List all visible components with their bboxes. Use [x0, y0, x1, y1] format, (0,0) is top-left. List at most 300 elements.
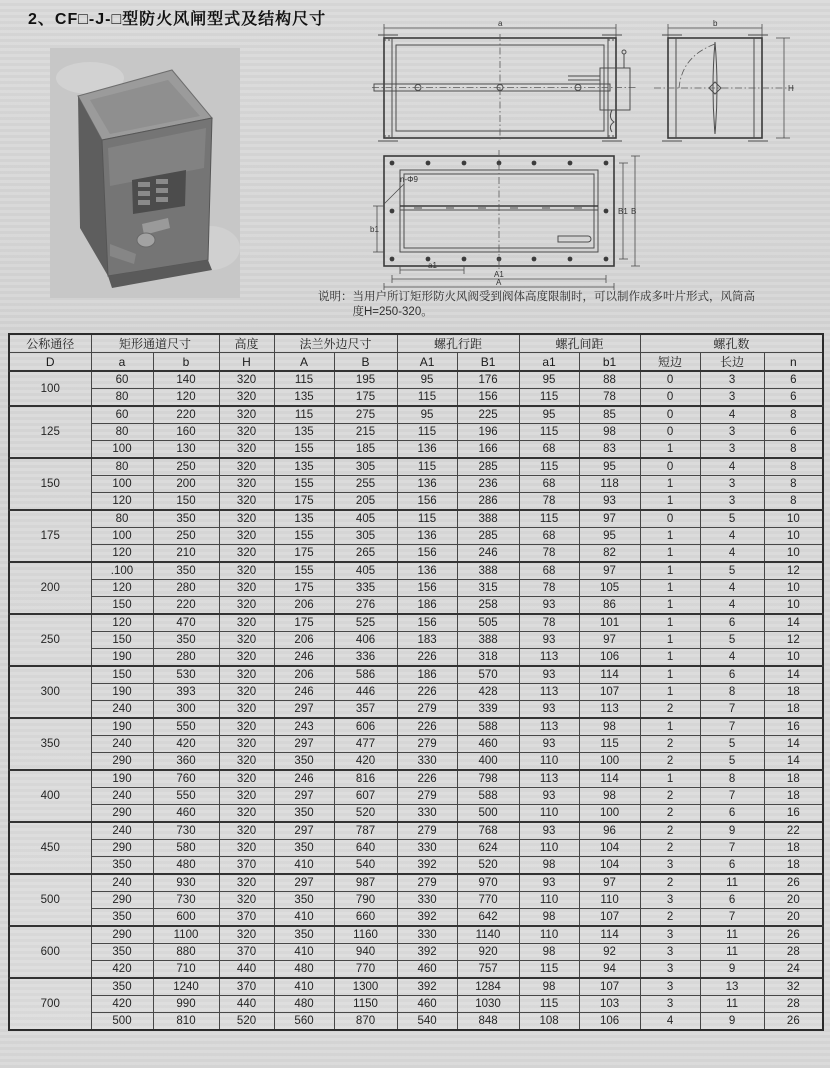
cell-value: 120: [91, 493, 153, 511]
cell-value: 5: [700, 753, 764, 771]
cell-value: 0: [640, 424, 700, 441]
cell-value: 115: [397, 458, 457, 476]
cell-value: 10: [764, 510, 823, 528]
cell-value: 78: [519, 493, 579, 511]
cell-value: 987: [334, 874, 397, 892]
cell-value: 9: [700, 961, 764, 979]
front-view-B-label: B: [631, 207, 637, 216]
cell-value: 10: [764, 528, 823, 545]
cell-value: 6: [700, 857, 764, 875]
cell-value: 200: [153, 476, 219, 493]
cell-value: 460: [397, 961, 457, 979]
cell-value: 16: [764, 718, 823, 736]
cell-value: 787: [334, 822, 397, 840]
cell-value: 3: [640, 857, 700, 875]
cell-value: 393: [153, 684, 219, 701]
cell-value: 220: [153, 597, 219, 615]
note-line1: 当用户所订矩形防火风阀受到阀体高度限制时，可以制作成多叶片形式，风筒高: [352, 291, 755, 303]
subheader-a1: a1: [519, 353, 579, 372]
cell-value: 1150: [334, 996, 397, 1013]
dimension-table: [8, 333, 824, 1031]
cell-value: 2: [640, 840, 700, 857]
cell-value: 586: [334, 666, 397, 684]
cell-value: 226: [397, 649, 457, 667]
fire-damper-photo-illustration: [50, 48, 240, 298]
table-row: [9, 371, 823, 389]
cell-value: 768: [457, 822, 519, 840]
cell-value: 96: [579, 822, 640, 840]
cell-value: 460: [457, 736, 519, 753]
cell-nominal-diameter: 350: [9, 718, 91, 770]
cell-value: 320: [219, 545, 274, 563]
table-row: [9, 996, 823, 1013]
cell-value: 185: [334, 441, 397, 459]
cell-value: 320: [219, 458, 274, 476]
cell-value: 350: [91, 944, 153, 961]
cell-value: 28: [764, 996, 823, 1013]
cell-value: 6: [700, 614, 764, 632]
cell-value: 370: [219, 857, 274, 875]
table-row: [9, 389, 823, 407]
cell-value: 82: [579, 545, 640, 563]
cell-value: 108: [519, 1013, 579, 1031]
cell-value: 320: [219, 476, 274, 493]
cell-value: 770: [334, 961, 397, 979]
front-view-A-label: A: [496, 278, 502, 287]
cell-value: 410: [274, 857, 334, 875]
cell-value: 98: [519, 857, 579, 875]
cell-value: 392: [397, 944, 457, 961]
cell-value: 115: [519, 510, 579, 528]
cell-value: 0: [640, 458, 700, 476]
cell-value: 24: [764, 961, 823, 979]
header-flange-size: 法兰外边尺寸: [274, 334, 397, 353]
cell-value: 550: [153, 718, 219, 736]
cell-value: 250: [153, 528, 219, 545]
cell-value: 80: [91, 424, 153, 441]
cell-value: 98: [519, 909, 579, 927]
cell-value: 105: [579, 580, 640, 597]
table-row: [9, 788, 823, 805]
cell-value: 290: [91, 892, 153, 909]
cell-value: 103: [579, 996, 640, 1013]
cell-value: 290: [91, 840, 153, 857]
cell-value: 195: [334, 371, 397, 389]
dimension-table-body: [9, 371, 823, 1030]
table-row: [9, 562, 823, 580]
subheader-n: n: [764, 353, 823, 372]
cell-value: 13: [700, 978, 764, 996]
cell-value: 6: [764, 371, 823, 389]
cell-value: 226: [397, 684, 457, 701]
cell-value: 107: [579, 978, 640, 996]
table-row: [9, 545, 823, 563]
subheader-A: A: [274, 353, 334, 372]
cell-value: 20: [764, 909, 823, 927]
cell-value: 18: [764, 701, 823, 719]
cell-value: 120: [91, 580, 153, 597]
cell-value: 1: [640, 597, 700, 615]
cell-value: 320: [219, 718, 274, 736]
cell-value: 95: [397, 406, 457, 424]
cell-value: 8: [700, 684, 764, 701]
cell-value: 500: [457, 805, 519, 823]
cell-value: 80: [91, 510, 153, 528]
cell-value: 4: [700, 597, 764, 615]
cell-value: 1: [640, 528, 700, 545]
cell-value: 1240: [153, 978, 219, 996]
cell-value: 0: [640, 389, 700, 407]
cell-value: 505: [457, 614, 519, 632]
side-view-drawing: [372, 18, 638, 148]
cell-value: 240: [91, 701, 153, 719]
cell-value: 520: [334, 805, 397, 823]
cell-value: 305: [334, 528, 397, 545]
table-row: [9, 614, 823, 632]
cell-value: 540: [397, 1013, 457, 1031]
cell-value: 107: [579, 909, 640, 927]
cell-value: 100: [579, 753, 640, 771]
cell-value: 135: [274, 389, 334, 407]
cell-value: 2: [640, 822, 700, 840]
cell-value: 320: [219, 562, 274, 580]
cell-value: 5: [700, 510, 764, 528]
cell-value: 136: [397, 441, 457, 459]
cell-value: 16: [764, 805, 823, 823]
cell-value: 580: [153, 840, 219, 857]
cell-value: 297: [274, 788, 334, 805]
cell-value: 624: [457, 840, 519, 857]
table-row: [9, 476, 823, 493]
cell-value: 18: [764, 788, 823, 805]
cell-value: 97: [579, 632, 640, 649]
table-row: [9, 458, 823, 476]
table-row: [9, 840, 823, 857]
cell-value: 330: [397, 753, 457, 771]
cell-value: 255: [334, 476, 397, 493]
header-hole-pitch: 螺孔间距: [519, 334, 640, 353]
cell-value: 8: [700, 770, 764, 788]
cell-value: 320: [219, 788, 274, 805]
cell-value: 107: [579, 684, 640, 701]
table-row: [9, 441, 823, 459]
cell-value: 115: [274, 406, 334, 424]
cell-value: 115: [397, 389, 457, 407]
cell-value: 118: [579, 476, 640, 493]
cell-value: 1: [640, 580, 700, 597]
cell-value: 136: [397, 476, 457, 493]
cell-value: 350: [153, 510, 219, 528]
cell-value: 940: [334, 944, 397, 961]
cell-value: 5: [700, 736, 764, 753]
cell-value: 1: [640, 770, 700, 788]
subheader-b1: b1: [579, 353, 640, 372]
cell-value: 206: [274, 597, 334, 615]
cell-value: 315: [457, 580, 519, 597]
cell-nominal-diameter: 450: [9, 822, 91, 874]
subheader-B1: B1: [457, 353, 519, 372]
cell-value: 205: [334, 493, 397, 511]
cell-value: 4: [700, 406, 764, 424]
cell-value: 1100: [153, 926, 219, 944]
cell-value: 560: [274, 1013, 334, 1031]
table-row: [9, 926, 823, 944]
header-channel-size: 矩形通道尺寸: [91, 334, 219, 353]
cell-value: 330: [397, 805, 457, 823]
cell-value: 155: [274, 441, 334, 459]
cell-value: 320: [219, 874, 274, 892]
subheader-A1: A1: [397, 353, 457, 372]
cell-value: 279: [397, 788, 457, 805]
cell-value: 930: [153, 874, 219, 892]
cell-value: 175: [334, 389, 397, 407]
cell-value: 14: [764, 753, 823, 771]
cell-value: 3: [700, 424, 764, 441]
end-view-drawing: [646, 18, 800, 148]
cell-value: 101: [579, 614, 640, 632]
cell-value: 190: [91, 649, 153, 667]
cell-value: 3: [640, 944, 700, 961]
cell-value: 240: [91, 874, 153, 892]
cell-value: 176: [457, 371, 519, 389]
cell-value: 1030: [457, 996, 519, 1013]
front-view-b1-label: b1: [370, 225, 379, 234]
cell-value: 32: [764, 978, 823, 996]
cell-value: 246: [457, 545, 519, 563]
cell-value: 186: [397, 666, 457, 684]
cell-value: 640: [334, 840, 397, 857]
cell-value: 2: [640, 701, 700, 719]
cell-value: 93: [579, 493, 640, 511]
cell-value: 279: [397, 701, 457, 719]
cell-value: 155: [274, 528, 334, 545]
cell-value: 106: [579, 1013, 640, 1031]
cell-value: 190: [91, 684, 153, 701]
cell-value: 3: [700, 493, 764, 511]
cell-value: 392: [397, 909, 457, 927]
cell-value: 240: [91, 736, 153, 753]
cell-value: 160: [153, 424, 219, 441]
header-height: 高度: [219, 334, 274, 353]
cell-value: 97: [579, 562, 640, 580]
cell-value: 1: [640, 649, 700, 667]
cell-value: 607: [334, 788, 397, 805]
cell-value: 420: [91, 996, 153, 1013]
cell-value: 250: [153, 458, 219, 476]
end-view-width-label: b: [713, 19, 718, 28]
cell-value: 93: [519, 874, 579, 892]
cell-value: 1: [640, 493, 700, 511]
cell-value: 410: [274, 909, 334, 927]
cell-nominal-diameter: 600: [9, 926, 91, 978]
cell-value: 339: [457, 701, 519, 719]
cell-value: 710: [153, 961, 219, 979]
cell-value: 93: [519, 597, 579, 615]
end-view-height-label: H: [788, 84, 794, 93]
cell-value: 86: [579, 597, 640, 615]
cell-value: 114: [579, 770, 640, 788]
cell-value: 279: [397, 736, 457, 753]
cell-value: 240: [91, 822, 153, 840]
table-row: [9, 528, 823, 545]
cell-value: 600: [153, 909, 219, 927]
table-row: [9, 944, 823, 961]
table-row: [9, 406, 823, 424]
cell-value: 1: [640, 632, 700, 649]
cell-value: 350: [91, 978, 153, 996]
cell-value: 120: [91, 545, 153, 563]
cell-value: 104: [579, 857, 640, 875]
cell-value: 320: [219, 371, 274, 389]
cell-value: 114: [579, 926, 640, 944]
cell-value: 206: [274, 632, 334, 649]
cell-value: 3: [700, 389, 764, 407]
cell-value: 3: [640, 926, 700, 944]
subheader-a: a: [91, 353, 153, 372]
cell-value: 240: [91, 788, 153, 805]
cell-value: 660: [334, 909, 397, 927]
cell-value: 4: [700, 649, 764, 667]
cell-value: 12: [764, 562, 823, 580]
cell-value: 350: [274, 840, 334, 857]
table-row: [9, 857, 823, 875]
cell-value: 93: [519, 736, 579, 753]
cell-value: 300: [153, 701, 219, 719]
cell-value: 120: [91, 614, 153, 632]
cell-value: 156: [457, 389, 519, 407]
cell-nominal-diameter: 100: [9, 371, 91, 406]
cell-value: 115: [519, 458, 579, 476]
cell-value: 336: [334, 649, 397, 667]
cell-value: 7: [700, 840, 764, 857]
cell-value: 350: [91, 857, 153, 875]
cell-value: 280: [153, 580, 219, 597]
cell-value: 110: [579, 892, 640, 909]
cell-value: 98: [579, 788, 640, 805]
cell-value: 150: [153, 493, 219, 511]
cell-value: 3: [700, 476, 764, 493]
cell-value: 14: [764, 666, 823, 684]
cell-value: 350: [91, 909, 153, 927]
cell-nominal-diameter: 125: [9, 406, 91, 458]
cell-value: 4: [640, 1013, 700, 1031]
cell-value: 320: [219, 666, 274, 684]
cell-value: 477: [334, 736, 397, 753]
cell-value: 20: [764, 892, 823, 909]
cell-value: 460: [397, 996, 457, 1013]
cell-value: 2: [640, 805, 700, 823]
cell-value: 3: [640, 961, 700, 979]
table-row: [9, 909, 823, 927]
cell-nominal-diameter: 500: [9, 874, 91, 926]
cell-value: 97: [579, 510, 640, 528]
cell-value: 95: [519, 406, 579, 424]
cell-value: 388: [457, 510, 519, 528]
cell-value: 392: [397, 978, 457, 996]
cell-value: 520: [457, 857, 519, 875]
subheader-B: B: [334, 353, 397, 372]
cell-value: 330: [397, 926, 457, 944]
cell-value: 156: [397, 545, 457, 563]
cell-value: 115: [397, 510, 457, 528]
cell-value: 156: [397, 614, 457, 632]
table-row: [9, 822, 823, 840]
cell-value: 350: [274, 892, 334, 909]
cell-value: 8: [764, 476, 823, 493]
cell-value: 98: [519, 978, 579, 996]
front-view-drawing: [370, 148, 642, 290]
cell-value: 246: [274, 684, 334, 701]
cell-value: 297: [274, 822, 334, 840]
cell-value: 642: [457, 909, 519, 927]
cell-value: 305: [334, 458, 397, 476]
cell-nominal-diameter: 150: [9, 458, 91, 510]
cell-value: 1: [640, 684, 700, 701]
cell-value: 420: [334, 753, 397, 771]
cell-value: 140: [153, 371, 219, 389]
cell-value: 114: [579, 666, 640, 684]
cell-value: 9: [700, 822, 764, 840]
cell-value: 155: [274, 476, 334, 493]
cell-value: 760: [153, 770, 219, 788]
front-view-a1-label: a1: [428, 261, 437, 270]
cell-value: 420: [91, 961, 153, 979]
cell-value: 446: [334, 684, 397, 701]
cell-value: 320: [219, 736, 274, 753]
cell-value: 520: [219, 1013, 274, 1031]
cell-value: 320: [219, 805, 274, 823]
cell-value: 4: [700, 580, 764, 597]
cell-value: 246: [274, 649, 334, 667]
cell-value: 14: [764, 614, 823, 632]
dimension-table-wrapper: [8, 333, 822, 1031]
cell-value: 350: [274, 805, 334, 823]
cell-value: 100: [91, 476, 153, 493]
cell-value: 428: [457, 684, 519, 701]
cell-value: 2: [640, 874, 700, 892]
cell-value: 350: [274, 926, 334, 944]
cell-value: 285: [457, 458, 519, 476]
cell-value: 92: [579, 944, 640, 961]
cell-value: 370: [219, 978, 274, 996]
cell-value: 297: [274, 874, 334, 892]
cell-value: 243: [274, 718, 334, 736]
cell-value: 357: [334, 701, 397, 719]
table-row: [9, 892, 823, 909]
cell-value: 350: [153, 632, 219, 649]
cell-value: 285: [457, 528, 519, 545]
cell-value: 113: [519, 770, 579, 788]
table-row: [9, 424, 823, 441]
cell-value: 588: [457, 788, 519, 805]
cell-value: 8: [764, 458, 823, 476]
cell-value: 220: [153, 406, 219, 424]
cell-value: 320: [219, 649, 274, 667]
cell-nominal-diameter: 400: [9, 770, 91, 822]
cell-value: 880: [153, 944, 219, 961]
cell-value: 420: [153, 736, 219, 753]
cell-value: 95: [579, 528, 640, 545]
table-row: [9, 580, 823, 597]
cell-value: 18: [764, 857, 823, 875]
subheader-long-side: 长边: [700, 353, 764, 372]
cell-value: 3: [700, 371, 764, 389]
side-view-dim-label: a: [498, 19, 503, 28]
cell-value: 320: [219, 580, 274, 597]
cell-value: 297: [274, 701, 334, 719]
cell-value: 115: [519, 424, 579, 441]
cell-value: 320: [219, 424, 274, 441]
